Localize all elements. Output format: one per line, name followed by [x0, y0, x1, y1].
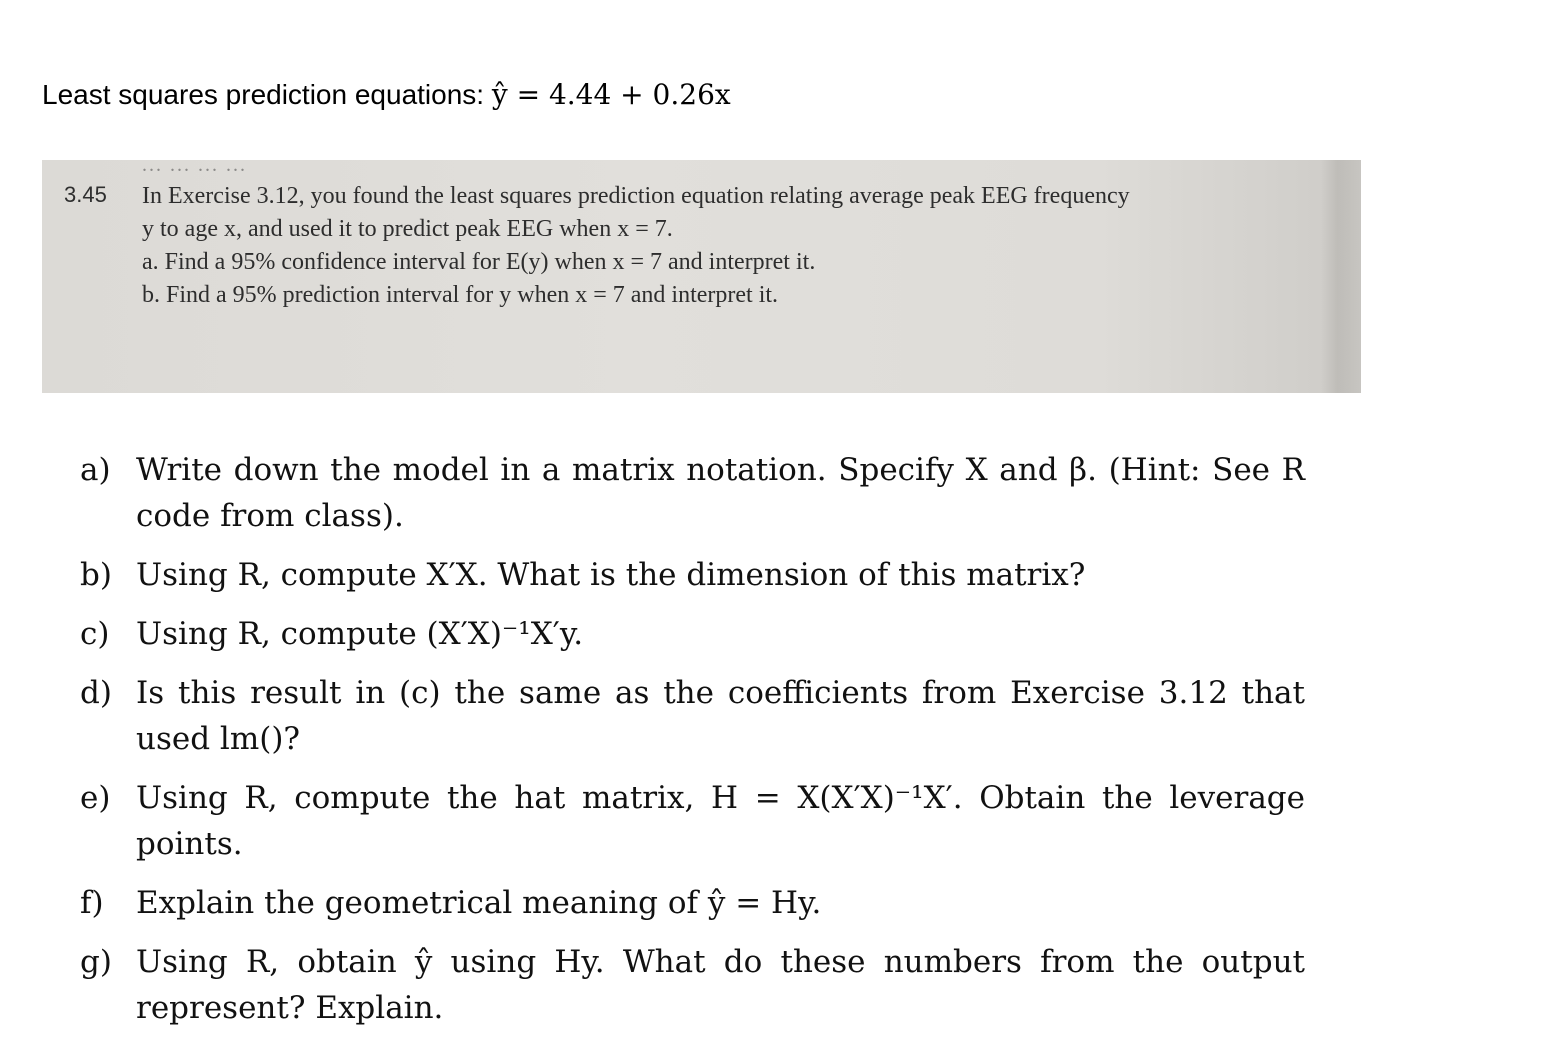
question-label: e)	[80, 780, 111, 816]
prediction-equation: ŷ = 4.44 + 0.26x	[491, 78, 731, 111]
question-list	[80, 447, 1305, 1044]
question-text: Is this result in (c) the same as the coefficients from Exercise 3.12 that used lm()?	[136, 675, 1305, 757]
page-heading	[42, 78, 731, 111]
cutoff-text: ... ... ... ...	[142, 160, 247, 176]
question-label: c)	[80, 616, 110, 652]
question-text: Using R, compute X′X. What is the dimension of this matrix?	[136, 557, 1086, 593]
heading-prefix: Least squares prediction equations:	[42, 79, 485, 110]
question-item	[80, 775, 1305, 867]
question-text: Explain the geometrical meaning of ŷ = Hy.	[136, 885, 822, 921]
question-text: Using R, compute (X′X)⁻¹X′y.	[136, 616, 584, 652]
question-text: Write down the model in a matrix notation. Specify X and β. (Hint: See R code from class).	[136, 452, 1305, 534]
exercise-part-a: a. Find a 95% confidence interval for E(y) when x = 7 and interpret it.	[142, 249, 816, 275]
question-item	[80, 611, 1305, 657]
question-item	[80, 447, 1305, 539]
question-text: Using R, compute the hat matrix, H = X(X′X)⁻¹X′. Obtain the leverage points.	[136, 780, 1305, 862]
exercise-number: 3.45	[64, 182, 107, 207]
question-label: d)	[80, 675, 112, 711]
textbook-photo	[42, 160, 1361, 393]
question-label: a)	[80, 452, 111, 488]
question-item	[80, 880, 1305, 926]
question-item	[80, 939, 1305, 1031]
question-label: f)	[80, 885, 104, 921]
question-label: b)	[80, 557, 112, 593]
question-text: Using R, obtain ŷ using Hy. What do these numbers from the output represent? Explain.	[136, 944, 1305, 1026]
page-fold-shadow	[1321, 160, 1361, 393]
question-item	[80, 670, 1305, 762]
exercise-part-b: b. Find a 95% prediction interval for y when x = 7 and interpret it.	[142, 282, 779, 308]
exercise-line-2: y to age x, and used it to predict peak EEG when x = 7.	[142, 216, 673, 242]
exercise-line-1: In Exercise 3.12, you found the least squares prediction equation relating average peak EEG frequency	[142, 183, 1130, 209]
exercise-text	[142, 180, 1130, 312]
question-label: g)	[80, 944, 112, 980]
question-item	[80, 552, 1305, 598]
